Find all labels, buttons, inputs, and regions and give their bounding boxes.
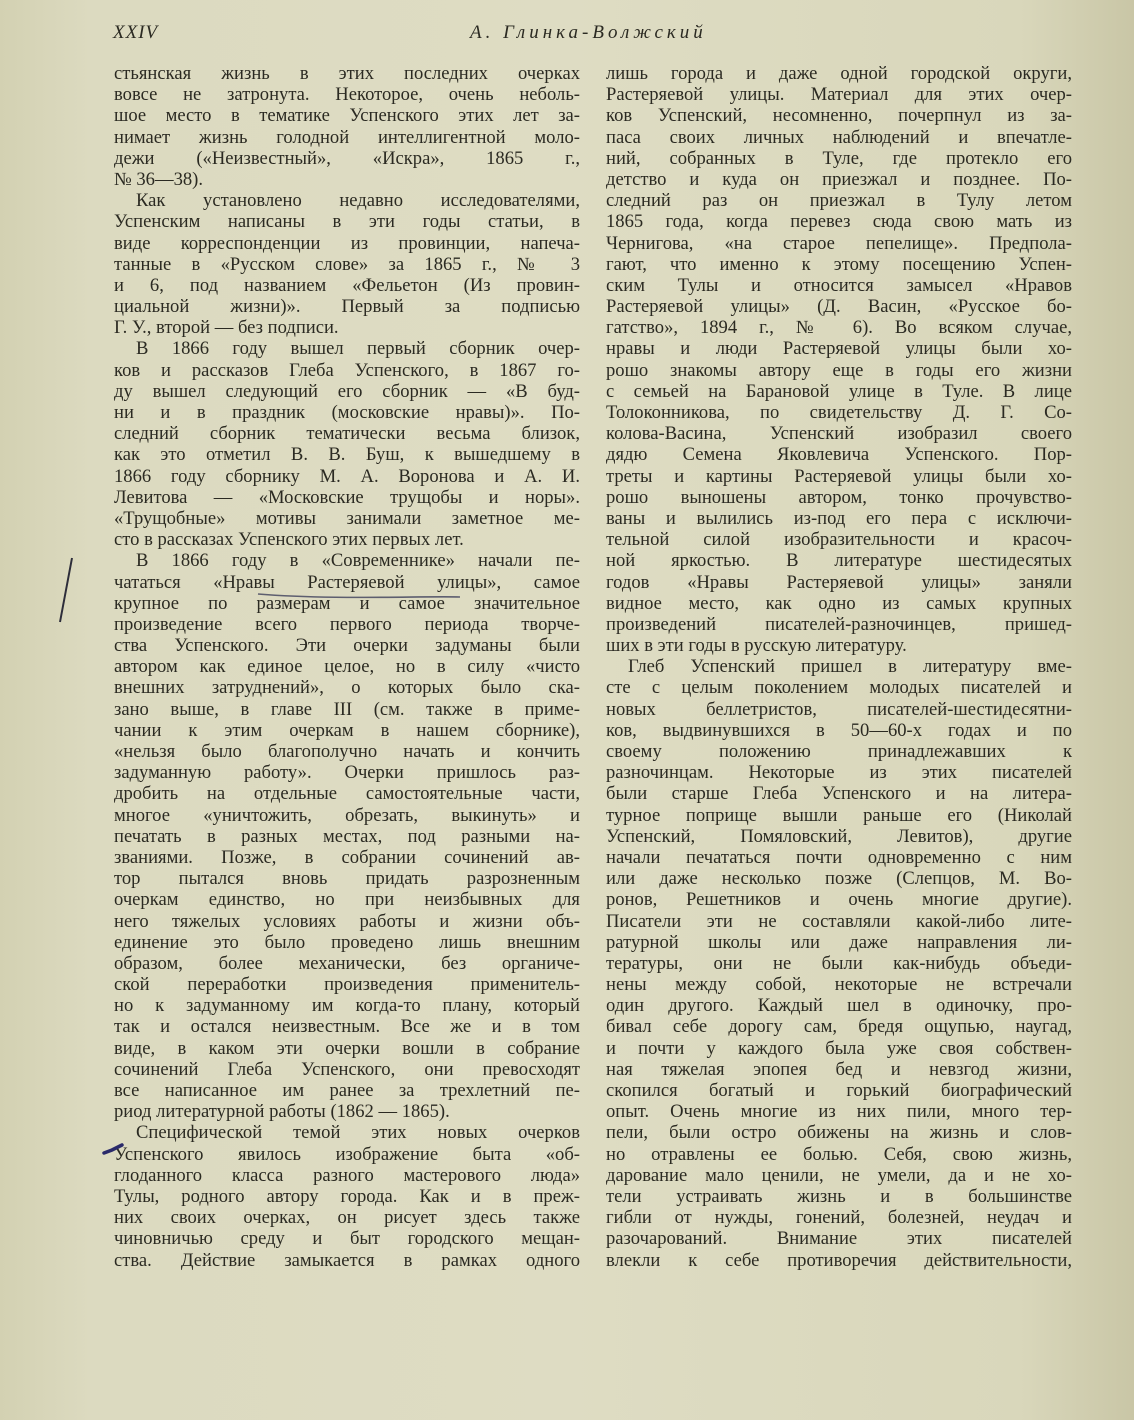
text-line: своему положению принадлежавших к	[606, 741, 1072, 762]
text-line: виде, в каком эти очерки вошли в собрание	[114, 1037, 580, 1059]
text-line: Левитова — «Московские трущобы и норы».	[114, 486, 580, 508]
text-line: чиновничью среду и быт городского мещан-	[114, 1228, 580, 1250]
text-line: задуманную работу». Очерки пришлось раз-	[114, 762, 580, 784]
text-line: ной яркостью. В литературе шестидесятых	[606, 550, 1072, 572]
text-line: чании к этим очеркам в нашем сборнике),	[114, 719, 580, 741]
text-line: сто в рассказах Успенского этих первых лет.	[114, 529, 464, 551]
text-line: зано выше, в главе III (см. также в приме-	[114, 698, 580, 720]
text-line: ронов, Решетников и очень многие другие).	[606, 889, 1072, 911]
text-line: рошо выношены автором, тонко прочувство-	[606, 486, 1072, 508]
text-line: опыт. Очень многие из них пили, много тер-	[606, 1101, 1072, 1123]
text-line: ная тяжелая эпопея бед и невзгод жизни,	[606, 1058, 1072, 1080]
text-line: нравы и люди Растеряевой улицы были хо-	[606, 338, 1072, 360]
text-line: сочинений Глеба Успенского, они превосходят	[114, 1058, 580, 1080]
margin-slash-mark	[60, 558, 72, 622]
text-line: видное место, как одно из самых крупных	[606, 592, 1072, 614]
text-line: гают, что именно к этому посещению Успен-	[606, 253, 1072, 275]
text-line: ским Тулы и относится замысел «Нравов	[606, 274, 1072, 296]
text-line: пели, были остро обижены на жизнь и слов-	[606, 1122, 1072, 1144]
text-line: вовсе не затронута. Некоторое, очень неболь-	[114, 84, 580, 106]
text-line: стьянская жизнь в этих последних очерках	[114, 63, 580, 84]
text-line: ни и в праздник (московские нравы)». По-	[114, 402, 580, 423]
text-line: риод литературной работы (1862 — 1865).	[114, 1101, 450, 1123]
text-line: ков Успенский, несомненно, почерпнул из за-	[606, 105, 1072, 127]
text-line: дежи («Неизвестный», «Искра», 1865 г.,	[114, 147, 580, 169]
text-line: Как установлено недавно исследователями,	[136, 190, 580, 212]
text-line: тели устраивать жизнь и в большинстве	[606, 1185, 1072, 1207]
text-line: следний сборник тематически весьма близок,	[114, 423, 580, 445]
text-line: чататься «Нравы Растеряевой улицы», самое	[114, 571, 580, 593]
text-line: многое «уничтожить, обрезать, выкинуть» и	[114, 804, 580, 826]
text-line: № 36—38).	[114, 168, 204, 190]
running-head: А. Глинка-Волжский	[470, 22, 707, 43]
text-line: с семьей на Барановой улице в Туле. В лице	[606, 380, 1072, 402]
text-line: сте с целым поколением молодых писателей и	[606, 677, 1072, 699]
text-line: Успенским написаны в эти годы статьи, в	[114, 211, 580, 233]
text-line: них своих очерках, он рисует здесь также	[114, 1207, 580, 1229]
text-line: шое место в тематике Успенского этих лет за-	[114, 105, 580, 127]
text-line: все написанное им ранее за трехлетний пе-	[114, 1080, 580, 1101]
text-line: Успенский, Помяловский, Левитов), другие	[606, 825, 1072, 847]
text-line: крупное по размерам и самое значительное	[114, 592, 580, 614]
text-line: «нельзя было благополучно начать и кончить	[114, 741, 580, 762]
text-line: глоданного класса разного мастерового люда»	[114, 1164, 580, 1186]
text-line: Г. У., второй — без подписи.	[114, 317, 339, 339]
text-line: тор пытался вновь придать разрозненным	[114, 868, 580, 890]
text-line: колова-Васина, Успенский изобразил своего	[606, 423, 1072, 445]
text-line: ний, собранных в Туле, где протекло его	[606, 147, 1072, 169]
text-line: ков, выдвинувшихся в 50—60-х годах и по	[606, 719, 1072, 741]
text-line: циальной жизни)». Первый за подписью	[114, 296, 580, 318]
text-line: внешних затруднений», о которых было ска-	[114, 677, 580, 699]
text-line: произведений писателей-разночинцев, пришед-	[606, 613, 1072, 635]
text-line: скопился богатый и горький биографический	[606, 1080, 1072, 1101]
text-line: следний раз он приезжал в Тулу летом	[606, 190, 1072, 212]
text-line: ства Успенского. Эти очерки задуманы были	[114, 635, 580, 657]
text-line: Специфической темой этих новых очерков	[136, 1122, 580, 1144]
text-line: званиями. Позже, в собрании сочинений ав-	[114, 846, 580, 868]
text-line: так и остался неизвестным. Все же и в том	[114, 1016, 580, 1038]
text-line: гатство», 1894 г., № 6). Во всяком случае,	[606, 317, 1072, 339]
left-column	[114, 63, 580, 1271]
text-line: Писатели эти не составляли какой-либо лите-	[606, 910, 1072, 932]
text-line: и 6, под названием «Фельетон (Из провин-	[114, 274, 580, 296]
text-line: ваны и вылились из-под его пера с исключи-	[606, 507, 1072, 529]
text-line: годов «Нравы Растеряевой улицы» заняли	[606, 571, 1072, 593]
text-line: ства. Действие замыкается в рамках одного	[114, 1249, 580, 1271]
text-line: нены между собой, некоторые не встречали	[606, 974, 1072, 996]
text-line: Растеряевой улицы. Материал для этих очер-	[606, 84, 1072, 106]
text-line: один другого. Каждый шел в одиночку, про-	[606, 995, 1072, 1017]
text-line: ших в эти годы в русскую литературу.	[606, 635, 907, 657]
text-line: 1865 года, когда перевез сюда свою мать из	[606, 211, 1072, 233]
page-number: XXIV	[113, 22, 159, 43]
text-line: и почти у каждого была уже своя собствен-	[606, 1037, 1072, 1059]
text-line: Тулы, родного автору города. Как и в преж-	[114, 1185, 580, 1207]
text-line: паса своих личных наблюдений и впечатле-	[606, 126, 1072, 148]
text-line: треты и картины Растеряевой улицы были хо-	[606, 465, 1072, 487]
text-line: образом, более механически, без органиче-	[114, 952, 580, 974]
text-line: влекли к себе противоречия действительности,	[606, 1249, 1072, 1271]
text-line: бивал себе дорогу сам, бредя ощупью, наугад,	[606, 1016, 1072, 1038]
text-line: разночинцам. Некоторые из этих писателей	[606, 762, 1072, 784]
text-line: но отравлены ее болью. Себя, свою жизнь,	[606, 1143, 1072, 1165]
text-line: начали печататься почти одновременно с ним	[606, 846, 1072, 868]
text-line: Растеряевой улицы» (Д. Васин, «Русское бо-	[606, 296, 1072, 318]
text-line: 1866 году сборнику М. А. Воронова и А. И.	[114, 465, 580, 487]
text-line: него тяжелых условиях работы и жизни объ-	[114, 910, 580, 932]
text-line: как это отметил В. В. Буш, к вышедшему в	[114, 444, 580, 466]
text-line: или даже несколько позже (Слепцов, М. Во-	[606, 868, 1072, 890]
text-line: разочарований. Внимание этих писателей	[606, 1228, 1072, 1250]
text-line: единение это было проведено лишь внешним	[114, 931, 580, 953]
text-line: «Трущобные» мотивы занимали заметное ме-	[114, 507, 580, 529]
text-line: лишь города и даже одной городской округи,	[606, 63, 1072, 84]
text-line: печатать в разных местах, под разными на-	[114, 825, 580, 847]
text-line: Толоконникова, по свидетельству Д. Г. Со-	[606, 402, 1072, 423]
text-line: танные в «Русском слове» за 1865 г., № 3	[114, 253, 580, 275]
text-line: но к задуманному им когда-то плану, который	[114, 995, 580, 1017]
text-line: дядю Семена Яковлевича Успенского. Пор-	[606, 444, 1072, 466]
text-line: гибли от нужды, гонений, болезней, неудач и	[606, 1207, 1072, 1229]
text-line: В 1866 году вышел первый сборник очер-	[136, 338, 580, 360]
text-line: автором как единое целое, но в силу «чисто	[114, 656, 580, 678]
text-line: тературы, они не были как-нибудь объеди-	[606, 952, 1072, 974]
text-line: ратурной школы или даже направления ли-	[606, 931, 1072, 953]
text-line: виде корреспонденции из провинции, напеча-	[114, 232, 580, 254]
text-line: В 1866 году в «Современнике» начали пе-	[136, 550, 580, 572]
text-line: ду вышел следующий его сборник — «В буд-	[114, 380, 580, 402]
text-line: дробить на отдельные самостоятельные части,	[114, 783, 580, 805]
text-line: ской переработки произведения применитель-	[114, 974, 580, 996]
text-line: Глеб Успенский пришел в литературу вме-	[628, 656, 1072, 678]
text-line: рошо знакомы автору еще в годы его жизни	[606, 359, 1072, 381]
text-line: Успенского явилось изображение быта «об-	[114, 1143, 580, 1165]
text-line: были старше Глеба Успенского и на литера-	[606, 783, 1072, 805]
text-line: Чернигова, «на старое пепелище». Предпола-	[606, 232, 1072, 254]
text-line: детство и куда он приезжал и позднее. По-	[606, 168, 1072, 190]
text-line: нимает жизнь голодной интеллигентной моло-	[114, 126, 580, 148]
text-line: турное поприще вышли раньше его (Николай	[606, 804, 1072, 826]
text-line: очеркам единство, но при неизбывных для	[114, 889, 580, 911]
text-line: дарование мало ценили, не умели, да и не хо-	[606, 1164, 1072, 1186]
text-line: ков и рассказов Глеба Успенского, в 1867 го-	[114, 359, 580, 381]
text-line: произведение всего первого периода творче-	[114, 613, 580, 635]
text-line: новых беллетристов, писателей-шестидесятни-	[606, 698, 1072, 720]
text-line: тельной силой изобразительности и красоч-	[606, 529, 1072, 551]
right-column	[606, 63, 1072, 1271]
